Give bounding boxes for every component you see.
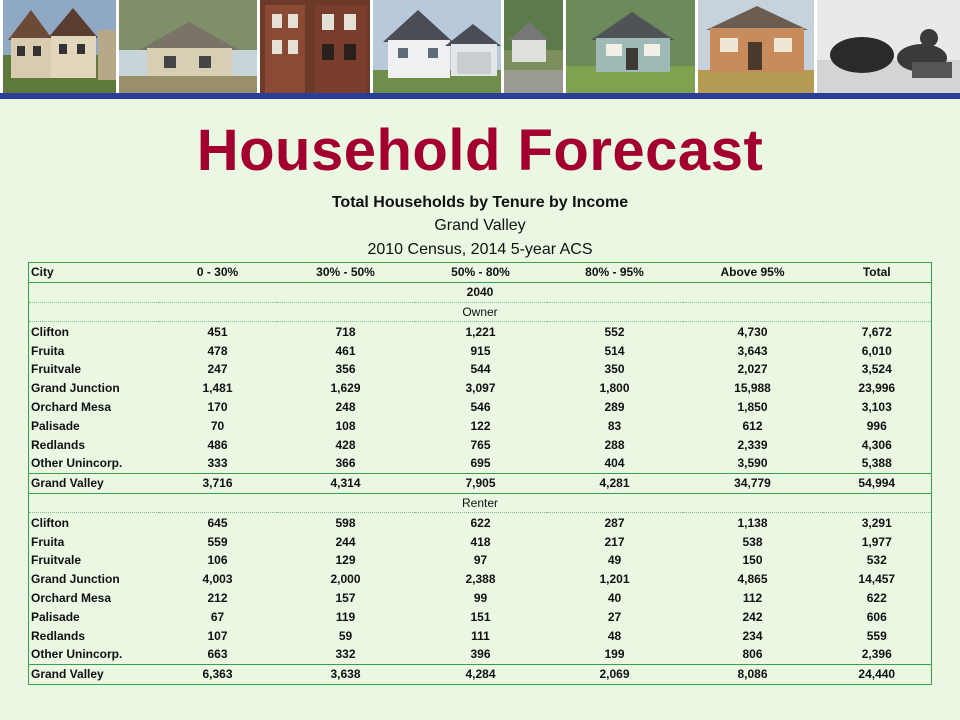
value-cell: 645 [207, 515, 228, 530]
value-cell: 2,339 [737, 437, 768, 452]
value-cell: 3,638 [277, 664, 415, 684]
value-cell: 119 [335, 609, 356, 624]
city-cell: Redlands [31, 628, 86, 643]
value-cell: 333 [207, 456, 228, 471]
value-cell: 217 [604, 534, 625, 549]
value-cell: 108 [335, 418, 356, 433]
city-cell: Clifton [31, 515, 69, 530]
value-cell: 366 [335, 456, 356, 471]
value-cell: 418 [470, 534, 491, 549]
value-cell: 112 [742, 590, 763, 605]
value-cell: 287 [604, 515, 625, 530]
value-cell: 247 [207, 362, 228, 377]
value-cell: 4,314 [277, 473, 415, 493]
value-cell: 3,291 [861, 515, 892, 530]
value-cell: 248 [335, 399, 356, 414]
value-cell: 4,306 [861, 437, 892, 452]
city-cell: Fruita [31, 534, 65, 549]
city-cell: Fruitvale [31, 553, 82, 568]
value-cell: 4,281 [547, 473, 683, 493]
value-cell: 4,865 [737, 572, 768, 587]
year-row [29, 282, 932, 302]
value-cell: 67 [210, 609, 225, 624]
value-cell: 356 [335, 362, 356, 377]
value-cell: 170 [207, 399, 228, 414]
suburban-house-photo [373, 0, 501, 93]
source-label: 2010 Census, 2014 5-year ACS [367, 241, 593, 258]
city-cell: Other Unincorp. [31, 456, 123, 471]
value-cell: 48 [607, 628, 622, 643]
value-cell: 461 [335, 343, 356, 358]
column-header: 80% - 95% [547, 263, 683, 283]
table-row [29, 454, 932, 473]
column-header: City [29, 263, 159, 283]
value-cell: 2,388 [465, 572, 496, 587]
table-title: Total Households by Tenure by Income [331, 194, 629, 211]
value-cell: 111 [471, 628, 490, 643]
value-cell: 544 [470, 362, 491, 377]
value-cell: 1,221 [465, 324, 496, 339]
value-cell: 40 [607, 590, 622, 605]
value-cell: 3,716 [159, 473, 277, 493]
value-cell: 122 [470, 418, 491, 433]
section-label: Renter [29, 493, 932, 513]
value-cell: 718 [335, 324, 356, 339]
header-accent-bar [0, 93, 960, 99]
brick-rowhouse-photo [260, 0, 370, 93]
value-cell: 7,672 [861, 324, 892, 339]
value-cell: 3,643 [737, 343, 768, 358]
street-photo [504, 0, 563, 93]
column-header: 0 - 30% [159, 263, 277, 283]
value-cell: 5,388 [861, 456, 892, 471]
value-cell: 552 [604, 324, 625, 339]
value-cell: 428 [335, 437, 356, 452]
city-cell: Grand Valley [29, 473, 159, 493]
value-cell: 478 [207, 343, 228, 358]
value-cell: 7,905 [415, 473, 547, 493]
table-row [29, 626, 932, 645]
homeless-person-photo [817, 0, 960, 93]
value-cell: 3,524 [861, 362, 892, 377]
value-cell: 2,396 [861, 647, 892, 662]
column-header: 50% - 80% [415, 263, 547, 283]
table-row [29, 589, 932, 608]
value-cell: 288 [604, 437, 625, 452]
value-cell: 1,629 [330, 381, 361, 396]
value-cell: 97 [473, 553, 488, 568]
value-cell: 404 [604, 456, 625, 471]
city-cell: Clifton [31, 324, 69, 339]
value-cell: 559 [866, 628, 887, 643]
column-header: 30% - 50% [277, 263, 415, 283]
city-cell: Redlands [31, 437, 86, 452]
value-cell: 559 [207, 534, 228, 549]
value-cell: 2,000 [330, 572, 361, 587]
table-row [29, 322, 932, 341]
section-row [29, 302, 932, 322]
value-cell: 234 [742, 628, 763, 643]
table-row [29, 607, 932, 626]
value-cell: 546 [470, 399, 491, 414]
table-row [29, 532, 932, 551]
housing-photo-banner [0, 0, 960, 93]
value-cell: 332 [335, 647, 356, 662]
value-cell: 3,097 [465, 381, 496, 396]
city-cell: Fruitvale [31, 362, 82, 377]
city-cell: Palisade [31, 609, 80, 624]
value-cell: 622 [470, 515, 491, 530]
table-body [29, 282, 932, 684]
value-cell: 129 [335, 553, 356, 568]
value-cell: 242 [742, 609, 763, 624]
page-title: Household Forecast [196, 118, 764, 183]
total-row [29, 664, 932, 684]
table-row [29, 645, 932, 664]
table-row [29, 398, 932, 417]
value-cell: 3,590 [737, 456, 768, 471]
value-cell: 1,138 [737, 515, 768, 530]
value-cell: 806 [742, 647, 763, 662]
value-cell: 49 [607, 553, 622, 568]
value-cell: 54,994 [823, 473, 932, 493]
value-cell: 451 [207, 324, 228, 339]
value-cell: 622 [866, 590, 887, 605]
value-cell: 4,730 [737, 324, 768, 339]
value-cell: 59 [338, 628, 353, 643]
column-header: Total [823, 263, 932, 283]
value-cell: 538 [742, 534, 763, 549]
value-cell: 150 [742, 553, 763, 568]
value-cell: 106 [207, 553, 228, 568]
value-cell: 6,363 [159, 664, 277, 684]
value-cell: 3,103 [861, 399, 892, 414]
year-label: 2040 [29, 282, 932, 302]
value-cell: 532 [866, 553, 887, 568]
table-row [29, 435, 932, 454]
value-cell: 514 [604, 343, 625, 358]
value-cell: 606 [866, 609, 887, 624]
value-cell: 1,977 [861, 534, 892, 549]
value-cell: 765 [470, 437, 491, 452]
value-cell: 695 [470, 456, 491, 471]
value-cell: 1,800 [599, 381, 630, 396]
table-row [29, 570, 932, 589]
total-row [29, 473, 932, 493]
column-header: Above 95% [683, 263, 823, 283]
bungalow-photo [119, 0, 257, 93]
value-cell: 199 [604, 647, 625, 662]
value-cell: 212 [207, 590, 228, 605]
ranch-house-photo [698, 0, 814, 93]
value-cell: 350 [604, 362, 625, 377]
value-cell: 486 [207, 437, 228, 452]
value-cell: 8,086 [683, 664, 823, 684]
cottage-photo [566, 0, 696, 93]
value-cell: 15,988 [734, 381, 771, 396]
city-cell: Fruita [31, 343, 65, 358]
value-cell: 99 [473, 590, 488, 605]
value-cell: 1,850 [737, 399, 768, 414]
value-cell: 4,003 [202, 572, 233, 587]
value-cell: 2,069 [547, 664, 683, 684]
city-cell: Palisade [31, 418, 80, 433]
value-cell: 24,440 [823, 664, 932, 684]
table-row [29, 416, 932, 435]
townhouse-photo [3, 0, 116, 93]
value-cell: 915 [470, 343, 491, 358]
table-row [29, 513, 932, 532]
value-cell: 70 [210, 418, 225, 433]
city-cell: Grand Junction [31, 381, 120, 396]
value-cell: 612 [742, 418, 763, 433]
section-label: Owner [29, 302, 932, 322]
household-forecast-table [28, 262, 932, 685]
value-cell: 34,779 [683, 473, 823, 493]
city-cell: Orchard Mesa [31, 399, 112, 414]
region-label: Grand Valley [434, 217, 526, 234]
value-cell: 396 [470, 647, 491, 662]
city-cell: Grand Junction [31, 572, 120, 587]
table-row [29, 341, 932, 360]
city-cell: Other Unincorp. [31, 647, 123, 662]
city-cell: Orchard Mesa [31, 590, 112, 605]
value-cell: 598 [335, 515, 356, 530]
value-cell: 289 [604, 399, 625, 414]
value-cell: 996 [866, 418, 887, 433]
value-cell: 1,201 [599, 572, 630, 587]
value-cell: 83 [607, 418, 622, 433]
value-cell: 6,010 [861, 343, 892, 358]
value-cell: 244 [335, 534, 356, 549]
section-row [29, 493, 932, 513]
city-cell: Grand Valley [29, 664, 159, 684]
value-cell: 663 [207, 647, 228, 662]
value-cell: 157 [335, 590, 356, 605]
table-header-row [29, 263, 932, 283]
table-row [29, 379, 932, 398]
value-cell: 107 [207, 628, 228, 643]
value-cell: 23,996 [858, 381, 896, 396]
value-cell: 151 [470, 609, 491, 624]
value-cell: 4,284 [415, 664, 547, 684]
table-row [29, 360, 932, 379]
value-cell: 14,457 [858, 572, 896, 587]
value-cell: 27 [607, 609, 622, 624]
value-cell: 1,481 [202, 381, 233, 396]
value-cell: 2,027 [737, 362, 768, 377]
table-row [29, 551, 932, 570]
